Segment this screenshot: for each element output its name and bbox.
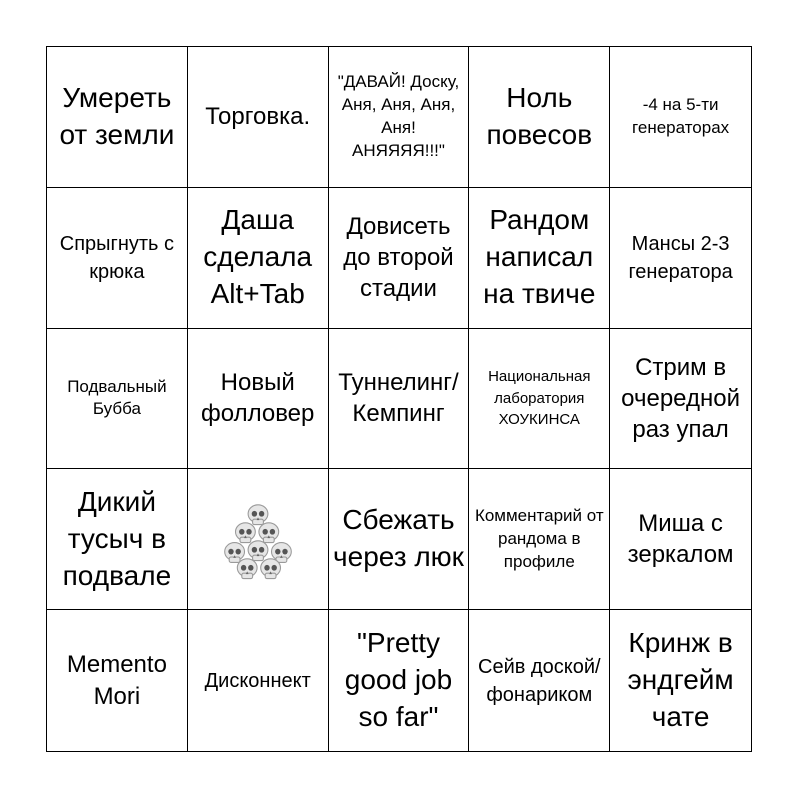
bingo-cell[interactable]: Кринж в эндгейм чате: [627, 627, 734, 733]
bingo-cell[interactable]: Сейв доской/ фонариком: [469, 610, 610, 751]
bingo-cell[interactable]: Memento Mori: [47, 610, 188, 751]
bingo-cell[interactable]: Даша сделала Alt+Tab: [188, 188, 329, 329]
bingo-free-cell[interactable]: [188, 469, 329, 610]
bingo-cell[interactable]: Умереть от земли: [47, 47, 188, 188]
bingo-cell[interactable]: "ДАВАЙ! Доску, Аня, Аня, Аня, Аня! АНЯЯЯЯ!!!": [329, 47, 470, 188]
bingo-cell[interactable]: Комментарий от рандома в профиле: [469, 469, 610, 610]
bingo-cell[interactable]: -4 на 5-ти генераторах: [610, 47, 751, 188]
bingo-cell[interactable]: Довисеть до второй стадии: [329, 188, 470, 329]
bingo-cell[interactable]: Сбежать через люк: [329, 469, 470, 610]
skull-pile-icon: [213, 494, 303, 584]
bingo-cell[interactable]: Ноль повесов: [469, 47, 610, 188]
bingo-board: [46, 46, 752, 752]
bingo-cell[interactable]: Подвальный Бубба: [47, 329, 188, 470]
bingo-cell[interactable]: Новый фолловер: [188, 329, 329, 470]
bingo-cell[interactable]: Спрыгнуть с крюка: [47, 188, 188, 329]
bingo-cell[interactable]: Торговка.: [188, 47, 329, 188]
bingo-cell[interactable]: Дисконнект: [188, 610, 329, 751]
bingo-cell[interactable]: Туннелинг/ Кемпинг: [329, 329, 470, 470]
bingo-cell[interactable]: Мансы 2-3 генератора: [610, 188, 751, 329]
bingo-cell[interactable]: Рандом написал на твиче: [469, 188, 610, 329]
bingo-cell[interactable]: Миша с зеркалом: [610, 469, 751, 610]
bingo-cell[interactable]: Дикий тусыч в подвале: [47, 469, 188, 610]
bingo-cell[interactable]: Стрим в очередной раз упал: [610, 329, 751, 470]
bingo-cell[interactable]: Национальная лаборатория ХОУКИНСА: [469, 329, 610, 470]
bingo-cell[interactable]: "Pretty good job so far": [329, 610, 470, 751]
